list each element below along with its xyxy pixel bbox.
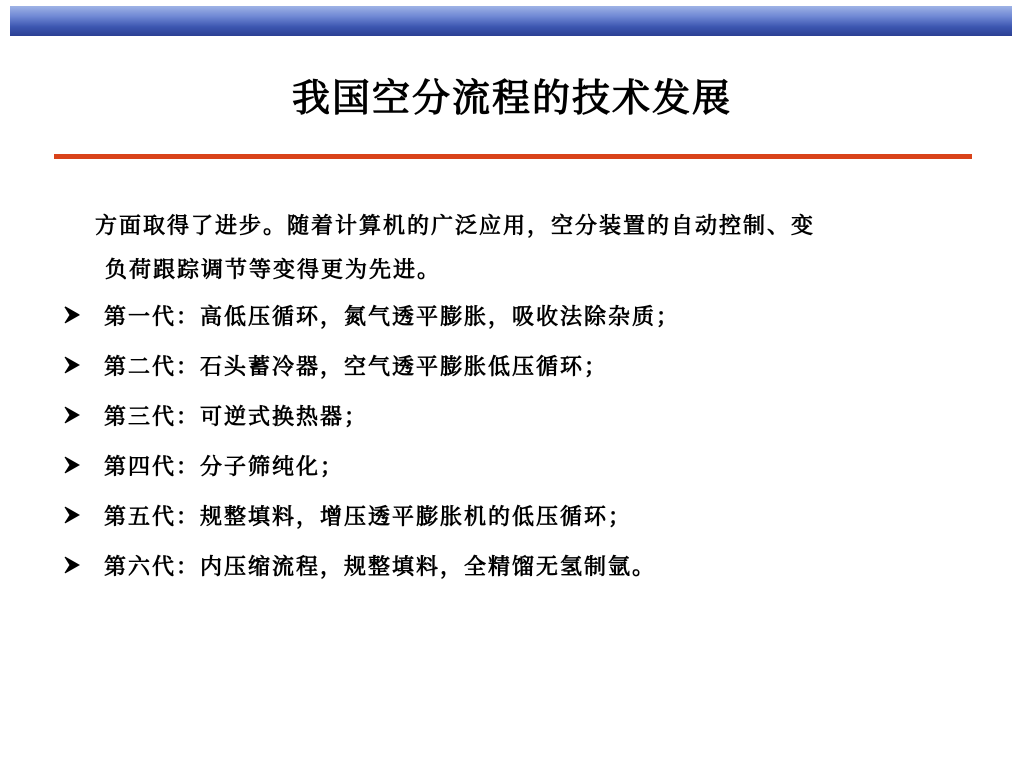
list-item xyxy=(64,390,964,440)
intro-paragraph xyxy=(95,204,965,292)
list-item-label: 第六代：内压缩流程，规整填料，全精馏无氢制氩。 xyxy=(104,553,657,580)
arrowhead-bullet-icon xyxy=(64,406,104,424)
slide-title: 我国空分流程的技术发展 xyxy=(291,75,732,120)
list-item-label: 第一代：高低压循环，氮气透平膨胀，吸收法除杂质； xyxy=(104,303,681,330)
header-bar xyxy=(10,6,1012,36)
list-item xyxy=(64,340,964,390)
list-item xyxy=(64,440,964,490)
arrowhead-bullet-icon xyxy=(64,456,104,474)
intro-line-1: 方面取得了进步。随着计算机的广泛应用，空分装置的自动控制、变 xyxy=(95,213,816,239)
arrowhead-bullet-icon xyxy=(64,306,104,324)
list-item-label: 第三代：可逆式换热器； xyxy=(104,403,369,430)
list-item-label: 第四代：分子筛纯化； xyxy=(104,453,345,480)
list-item xyxy=(64,540,964,590)
title-divider xyxy=(54,154,972,159)
list-item-label: 第二代：石头蓄冷器，空气透平膨胀低压循环； xyxy=(104,353,609,380)
intro-line-2: 负荷跟踪调节等变得更为先进。 xyxy=(105,257,442,283)
arrowhead-bullet-icon xyxy=(64,356,104,374)
arrowhead-bullet-icon xyxy=(64,556,104,574)
list-item-label: 第五代：规整填料，增压透平膨胀机的低压循环； xyxy=(104,503,633,530)
list-item xyxy=(64,290,964,340)
list-item xyxy=(64,490,964,540)
generation-list xyxy=(64,290,964,590)
arrowhead-bullet-icon xyxy=(64,506,104,524)
